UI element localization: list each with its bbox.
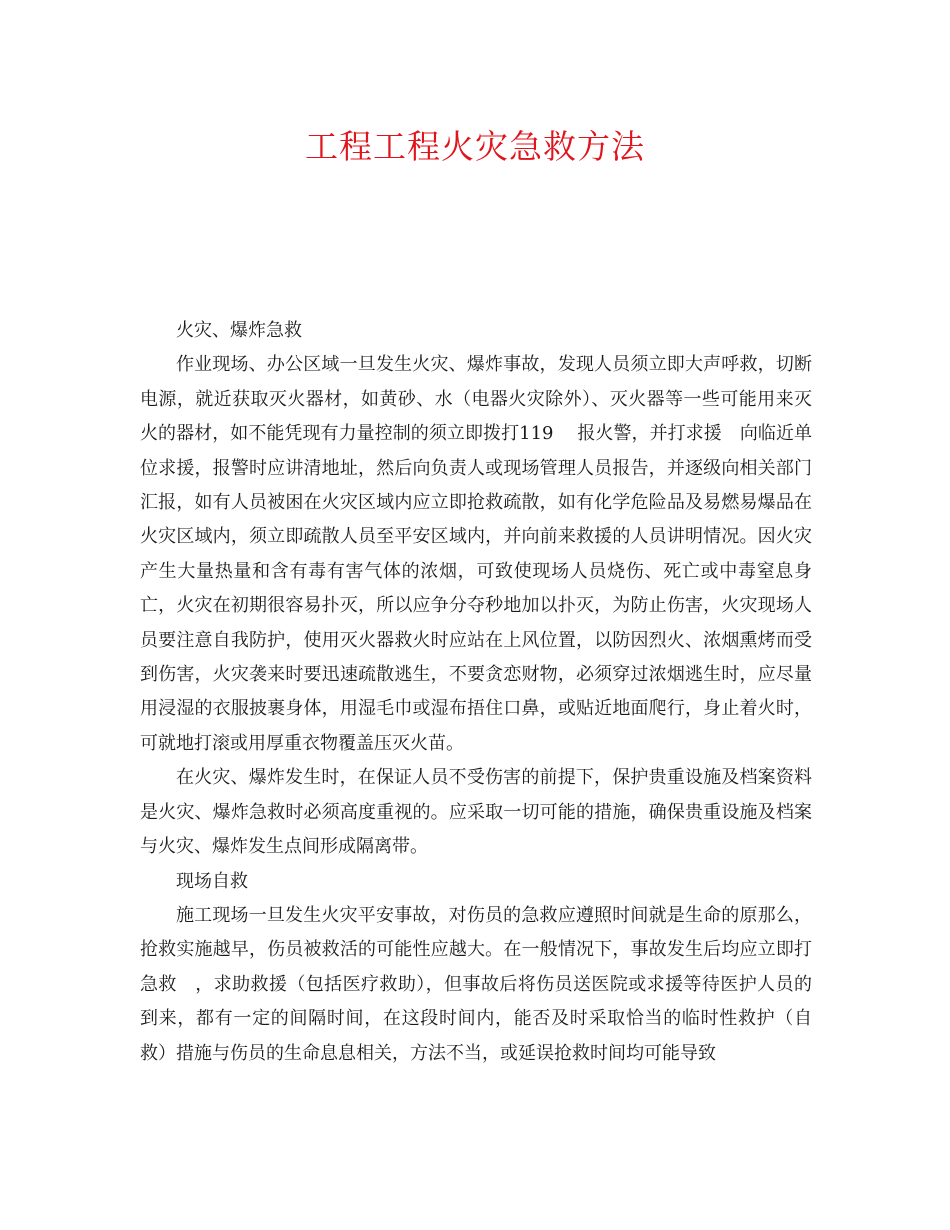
section-heading-self-rescue: 现场自救 (176, 870, 248, 892)
paragraph-fire-response: 作业现场、办公区域一旦发生火灾、爆炸事故，发现人员须立即大声呼救，切断电源，就近获取灭火器材，如黄砂、水（电器火灾除外）、灭火器等一些可能用来灭火的器材，如不能凭现有力量控制的须立即拨打119 报火警，并打求援 向临近单位求援，报警时应讲清地址，然后向负责人或现场管理人员报告，并逐级向相关部门汇报，如有人员被困在火灾区域内应立即抢救疏散，如有化学危险品及易燃易爆品在火灾区域内，须立即疏散人员至平安区域内，并向前来救援的人员讲明情况。因火灾产生大量热量和含有毒有害气体的浓烟，可致使现场人员烧伤、死亡或中毒窒息身亡，火灾在初期很容易扑灭，所以应争分夺秒地加以扑灭，为防止伤害，火灾现场人员要注意自我防护，使用灭火器救火时应站在上风位置，以防因烈火、浓烟熏烤而受到伤害，火灾袭来时要迅速疏散逃生，不要贪恋财物，必须穿过浓烟逃生时，应尽量用浸湿的衣服披裹身体，用湿毛巾或湿布捂住口鼻，或贴近地面爬行，身止着火时，可就地打滚或用厚重衣物覆盖压灭火苗。 (140, 354, 812, 754)
document-body (140, 314, 812, 1071)
section-heading-fire-explosion: 火灾、爆炸急救 (176, 320, 302, 341)
paragraph-protect-assets: 在火灾、爆炸发生时，在保证人员不受伤害的前提下，保护贵重设施及档案资料是火灾、爆炸急救时必须高度重视的。应采取一切可能的措施，确保贵重设施及档案与火灾、爆炸发生点间形成隔离带。 (140, 767, 812, 858)
paragraph-self-rescue: 施工现场一旦发生火灾平安事故，对伤员的急救应遵照时间就是生命的原那么，抢救实施越早，伤员被救活的可能性应越大。在一般情况下，事故发生后均应立即打急救 ，求助救援（包括医疗救助），但事故后将伤员送医院或求援等待医护人员的到来，都有一定的间隔时间，在这段时间内，能否及时采取恰当的临时性救护（自救）措施与伤员的生命息息相关，方法不当，或延误抢救时间均可能导致 (140, 904, 812, 1064)
document-title: 工程工程火灾急救方法 (305, 127, 645, 166)
